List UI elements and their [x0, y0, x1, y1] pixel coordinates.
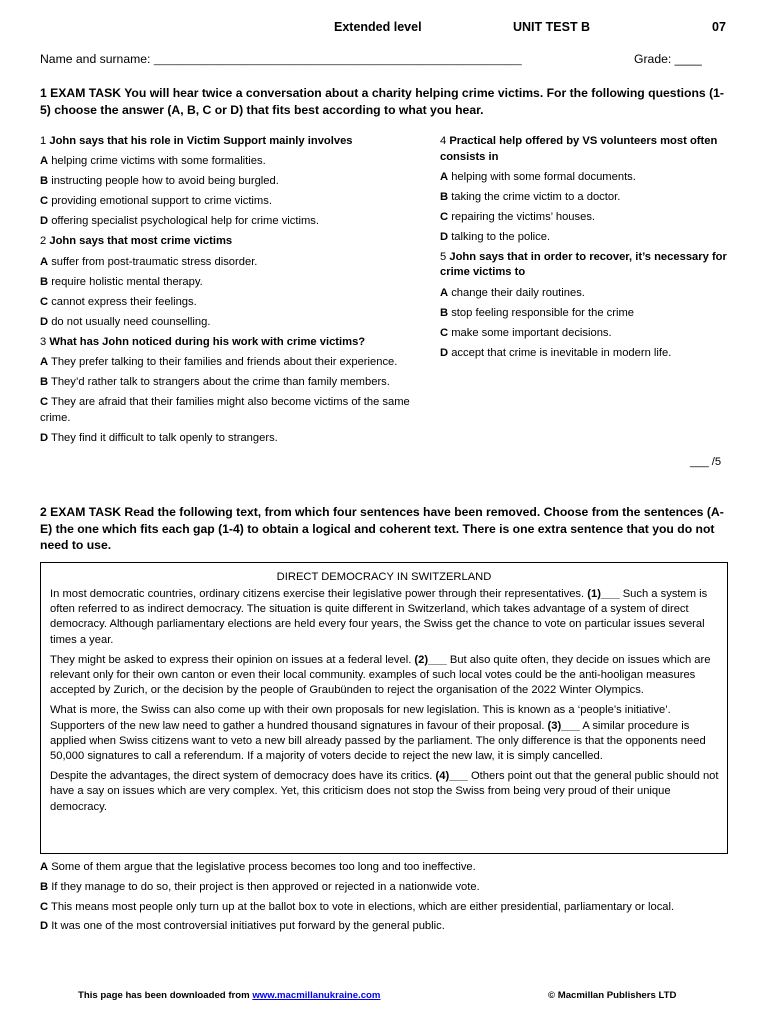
answer-option[interactable]: A suffer from post-traumatic stress disorder. [40, 255, 258, 268]
answer-option[interactable]: B require holistic mental therapy. [40, 275, 203, 288]
question-stem: 1 John says that his role in Victim Support mainly involves [40, 135, 353, 147]
question-stem: 5 John says that in order to recover, it’s necessary for crime victims to [440, 250, 727, 279]
page-number: 07 [712, 20, 726, 34]
grade-label: Grade: [634, 52, 672, 66]
gap-2[interactable]: (2)___ [414, 653, 447, 666]
answer-option[interactable]: C providing emotional support to crime victims. [40, 195, 272, 208]
sentence-option[interactable]: C This means most people only turn up at the ballot box to vote in elections, which are either presidential, parliamentary or local. [40, 900, 675, 913]
answer-option[interactable]: D They find it difficult to talk openly to strangers. [40, 431, 278, 444]
name-field[interactable] [40, 52, 522, 66]
answer-option[interactable]: B stop feeling responsible for the crime [440, 306, 635, 319]
answer-option[interactable]: C cannot express their feelings. [40, 295, 197, 308]
sentence-option[interactable]: A Some of them argue that the legislative process becomes too long and too ineffective. [40, 861, 476, 873]
answer-option[interactable]: D accept that crime is inevitable in modern life. [440, 346, 672, 359]
footer-download-text: This page has been downloaded from [78, 990, 253, 1001]
answer-option[interactable]: B taking the crime victim to a doctor. [440, 190, 621, 203]
answer-option[interactable]: C repairing the victims’ houses. [440, 210, 596, 223]
answer-option[interactable]: D talking to the police. [440, 230, 551, 243]
sentence-option[interactable]: B If they manage to do so, their project is then approved or rejected in a nationwide vote. [40, 880, 480, 893]
task2-options [40, 860, 720, 939]
name-label: Name and surname: [40, 52, 151, 66]
answer-option[interactable]: D offering specialist psychological help for crime victims. [40, 215, 319, 228]
level-label: Extended level [334, 20, 422, 34]
unit-title: UNIT TEST B [513, 20, 591, 34]
question-stem: 4 Practical help offered by VS volunteers most often consists in [440, 135, 718, 163]
answer-option[interactable]: A change their daily routines. [440, 286, 585, 299]
answer-option[interactable]: B instructing people how to avoid being burgled. [40, 175, 279, 188]
answer-option[interactable]: C They are afraid that their families might also become victims of the same crime. [40, 396, 410, 424]
gap-1[interactable]: (1)___ [587, 588, 620, 600]
name-line: _______________________________________________________________ [153, 54, 522, 66]
question-stem: 2 John says that most crime victims [40, 235, 233, 248]
grade-field[interactable] [634, 52, 702, 66]
macmillan-link[interactable]: www.macmillanukraine.com [252, 990, 381, 1001]
grade-line: ____ [674, 52, 702, 66]
text-paragraph: They might be asked to express their opinion on issues at a federal level. (2)___ But also quite often, they decide on issues which are relevant only for their own canton or even their local community. examples of such local votes could be the anti-hooligan measures accepted by Zurich, or the decision by the people of Graubünden to reject the organisation of the 2022 Winter Olympics. [50, 653, 711, 697]
text-paragraph: Despite the advantages, the direct system of democracy does have its critics. (4)___ Others point out that the general public should not have a say on issues which are very complex. Yet, this criticism does not stop the Swiss from being very proud of their unique democracy. [50, 770, 719, 813]
footer-download-note [78, 990, 380, 1001]
task2-instruction: 2 EXAM TASK Read the following text, from which four sentences have been removed. Choose from the sentences (A-E) the one which fits each gap (1-4) to obtain a logical and coherent text. There is one extra sentence that you do not need to use. [40, 505, 724, 552]
answer-option[interactable]: A helping crime victims with some formalities. [40, 155, 266, 168]
gap-3[interactable]: (3)___ [547, 719, 580, 732]
answer-option[interactable]: A helping with some formal documents. [440, 170, 636, 183]
task1-instruction: 1 EXAM TASK You will hear twice a conversation about a charity helping crime victims. For the following questions (1-5) choose the answer (A, B, C or D) that fits best according to what you hear. [40, 86, 724, 117]
task1-score[interactable]: ___ /5 [690, 456, 722, 468]
answer-option[interactable]: C make some important decisions. [440, 326, 612, 339]
answer-option[interactable]: D do not usually need counselling. [40, 315, 211, 328]
reading-text-box [40, 562, 728, 854]
task1-right-column [440, 134, 735, 366]
footer-copyright: © Macmillan Publishers LTD [548, 990, 677, 1001]
gap-4[interactable]: (4)___ [435, 770, 468, 783]
text-paragraph: In most democratic countries, ordinary citizens exercise their legislative power through their representatives. (1)___ Such a system is often referred to as indirect democracy. The situation is quite different in Switzerland, which takes advantage of a system of direct democracy. Although parliamentary elections are held every four years, the Swiss get the chance to vote on particular issues several times a year. [50, 588, 708, 646]
answer-option[interactable]: A They prefer talking to their families and friends about their experience. [40, 356, 398, 369]
task1-left-column [40, 134, 432, 451]
answer-option[interactable]: B They’d rather talk to strangers about the crime than family members. [40, 376, 390, 389]
question-stem: 3 What has John noticed during his work with crime victims? [40, 335, 366, 348]
text-paragraph: What is more, the Swiss can also come up with their own proposals for new legislation. This is known as a ‘people’s initiative’. Supporters of the new law need to gather a hundred thousand signatures in favour of their proposal. (3)___ A similar procedure is applied when Swiss citizens want to veto a new bill already passed by the parliament. The only difference is that the opponents need 50,000 signatures to call a referendum. If a majority of voters decide to reject the new law, it is simply cancelled. [50, 704, 706, 763]
reading-text-title: DIRECT DEMOCRACY IN SWITZERLAND [276, 571, 492, 583]
sentence-option[interactable]: D It was one of the most controversial initiatives put forward by the general public. [40, 920, 445, 933]
